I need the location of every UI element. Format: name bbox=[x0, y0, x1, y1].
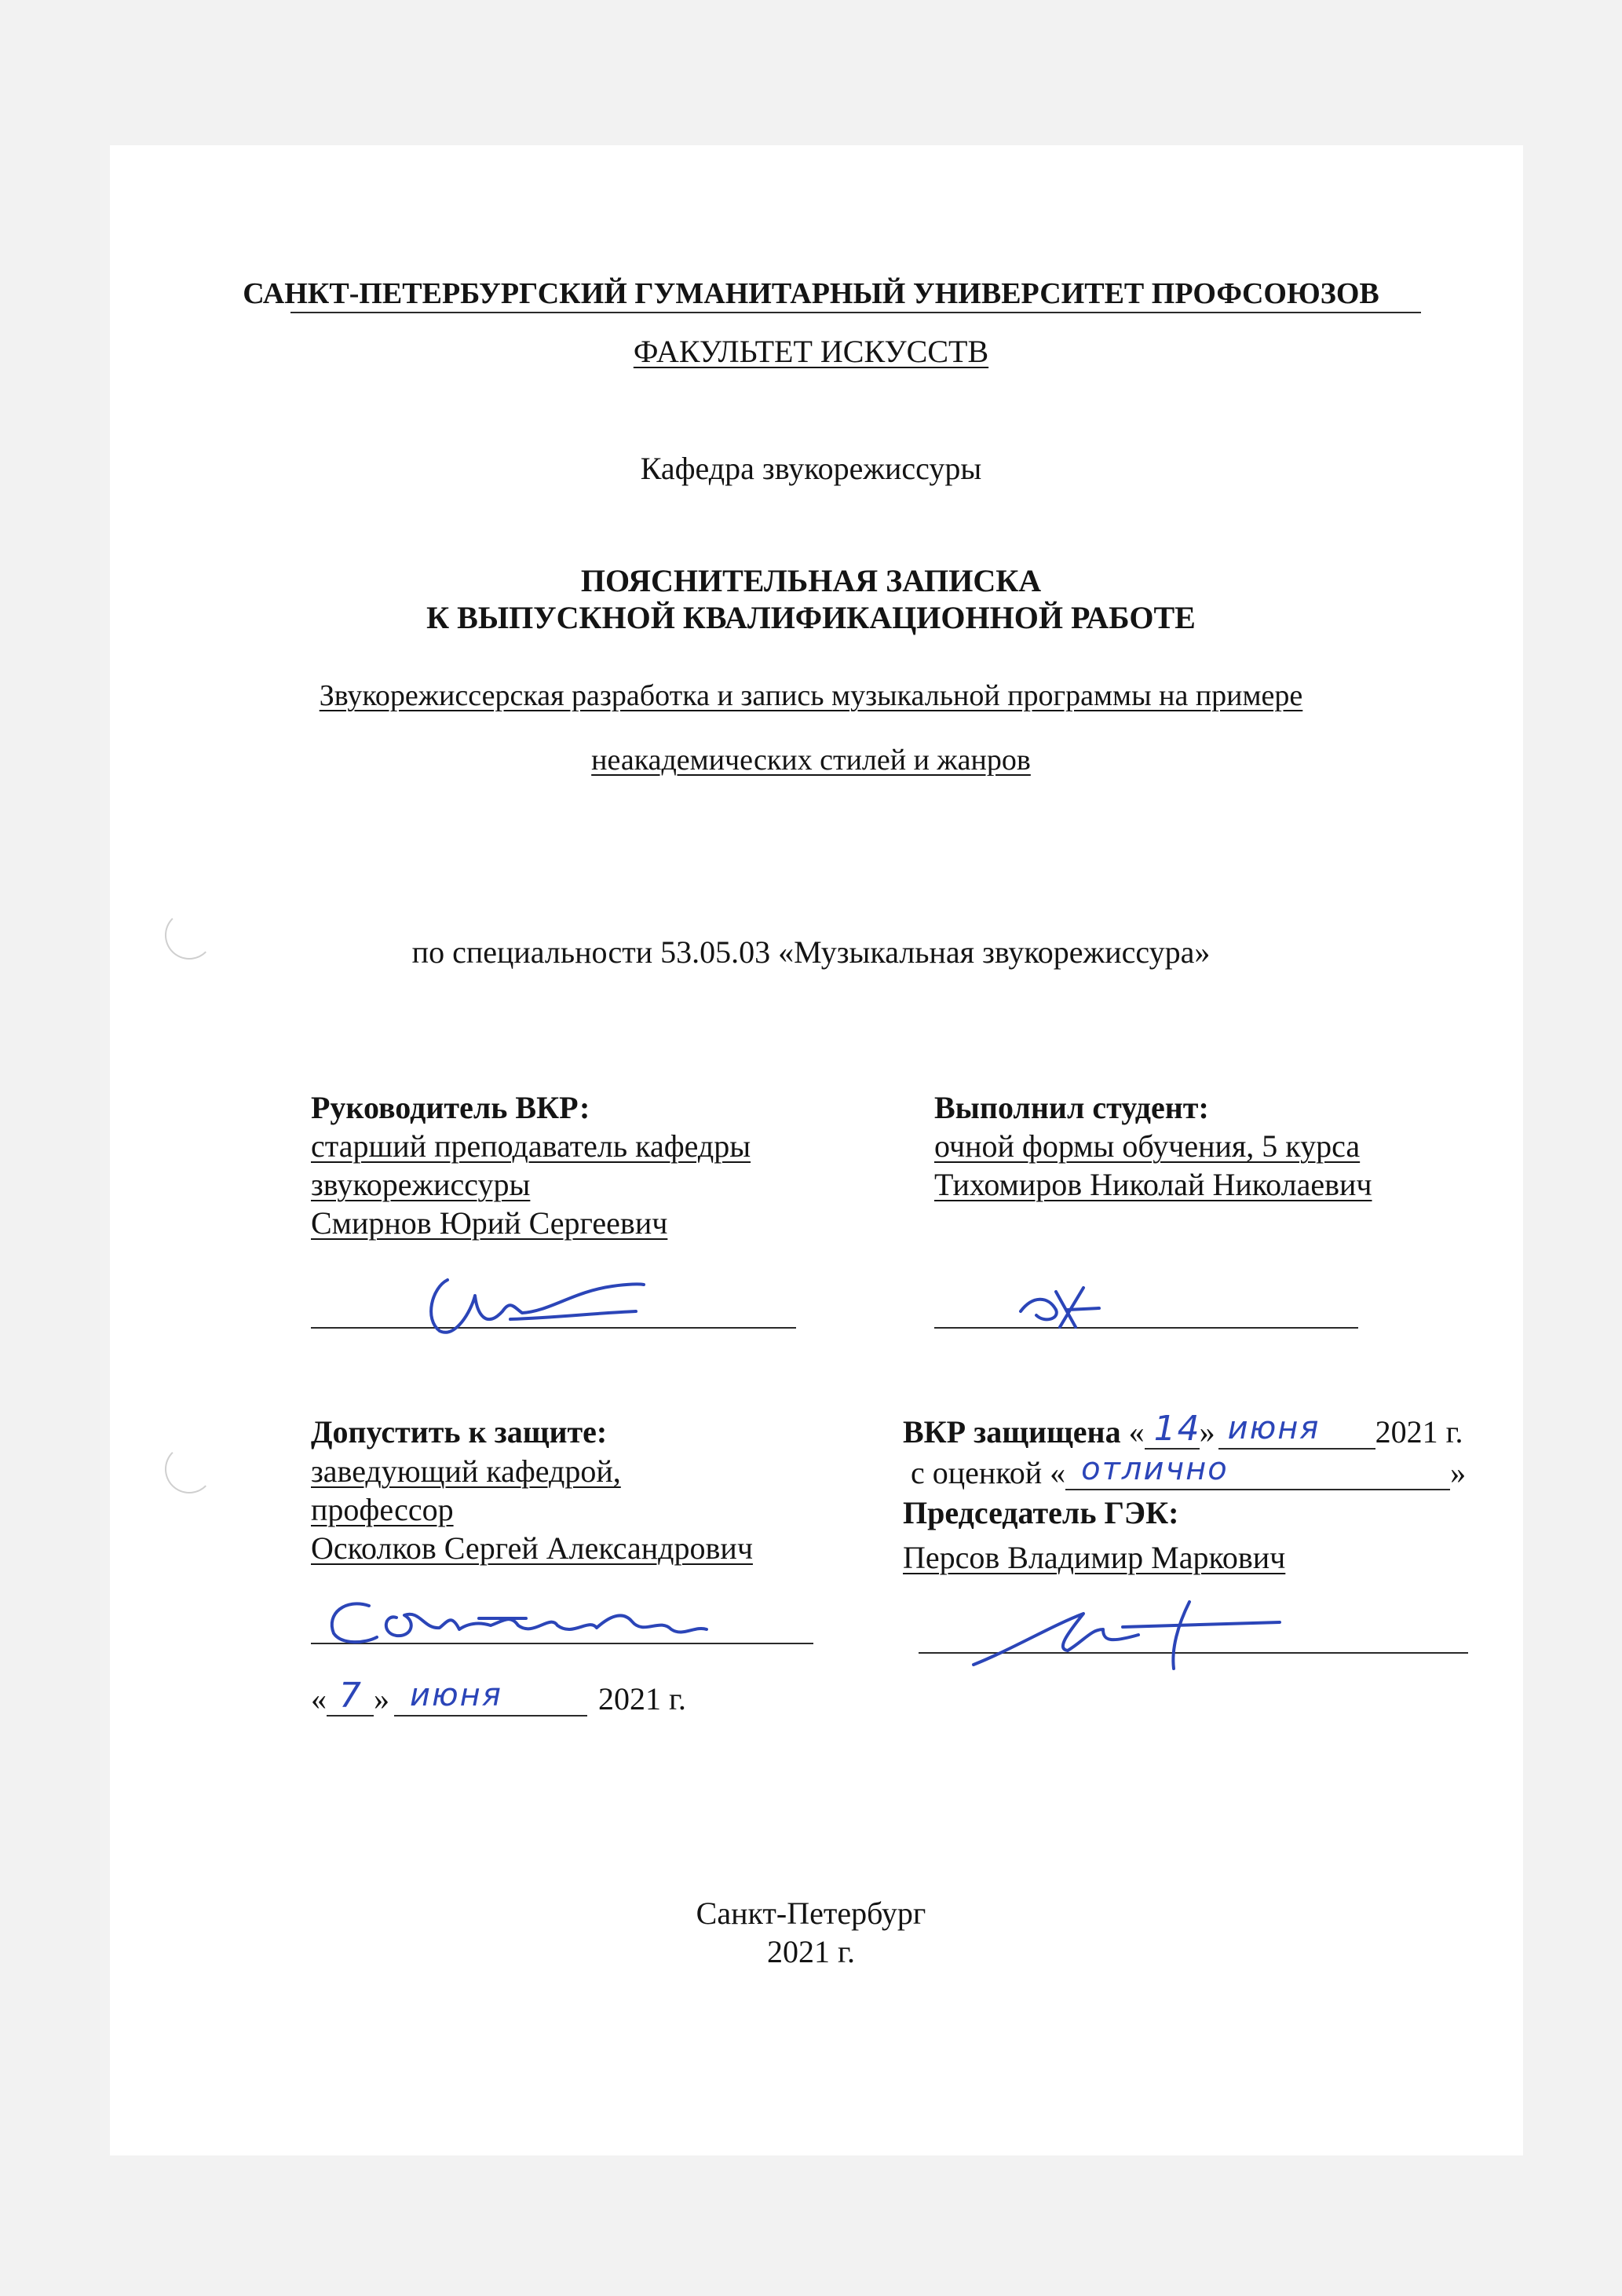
defense-date bbox=[903, 1409, 1463, 1450]
supervisor-heading: Руководитель ВКР: bbox=[311, 1090, 590, 1125]
student-info: очной формы обучения, 5 курса bbox=[934, 1128, 1361, 1164]
admission-date-open-quote: « bbox=[311, 1681, 327, 1717]
defense-month-field bbox=[1218, 1410, 1375, 1450]
student-name: Тихомиров Николай Николаевич bbox=[934, 1167, 1372, 1202]
defense-day-field bbox=[1145, 1409, 1201, 1450]
chair-heading: Председатель ГЭК: bbox=[903, 1495, 1179, 1530]
admission-heading: Допустить к защите: bbox=[311, 1414, 608, 1450]
faculty-name: ФАКУЛЬТЕТ ИСКУССТВ bbox=[633, 334, 989, 369]
student-signature bbox=[1013, 1280, 1107, 1335]
footer-city: Санкт-Петербург bbox=[696, 1896, 926, 1931]
grade-label: с оценкой « bbox=[911, 1455, 1066, 1490]
admission-day: 7 bbox=[339, 1676, 363, 1716]
topic-line1: Звукорежиссерская разработка и запись музыкальной программы на примере bbox=[319, 679, 1303, 712]
defense-month: июня bbox=[1227, 1410, 1321, 1446]
admission-position-line1: заведующий кафедрой, bbox=[311, 1453, 621, 1489]
admission-day-field bbox=[327, 1676, 374, 1717]
grade-close-quote: » bbox=[1450, 1455, 1467, 1490]
student-signature-line bbox=[934, 1327, 1358, 1329]
defense-heading: ВКР защищена bbox=[903, 1414, 1121, 1450]
footer-year: 2021 г. bbox=[767, 1934, 855, 1969]
chair-name: Персов Владимир Маркович bbox=[903, 1540, 1286, 1575]
supervisor-position-line1: старший преподаватель кафедры bbox=[311, 1128, 751, 1164]
defense-day: 14 bbox=[1153, 1409, 1201, 1449]
defense-year: 2021 г. bbox=[1375, 1414, 1463, 1450]
admission-date bbox=[311, 1676, 686, 1717]
specialty: по специальности 53.05.03 «Музыкальная звукорежиссура» bbox=[411, 934, 1211, 970]
supervisor-signature bbox=[416, 1256, 652, 1343]
defense-date-open-quote: « bbox=[1128, 1414, 1145, 1450]
admission-year: 2021 г. bbox=[598, 1681, 686, 1717]
department-name: Кафедра звукорежиссуры bbox=[640, 451, 982, 486]
document-title-line2: К ВЫПУСКНОЙ КВАЛИФИКАЦИОННОЙ РАБОТЕ bbox=[426, 600, 1196, 635]
university-name: САНКТ-ПЕТЕРБУРГСКИЙ ГУМАНИТАРНЫЙ УНИВЕРСИТЕТ ПРОФСОЮЗОВ bbox=[243, 277, 1379, 310]
admission-signature bbox=[322, 1590, 730, 1653]
student-heading: Выполнил студент: bbox=[934, 1090, 1209, 1125]
admission-month-field bbox=[394, 1677, 587, 1717]
admission-position-line2: профессор bbox=[311, 1492, 454, 1527]
grade-value: отлично bbox=[1081, 1451, 1229, 1487]
punch-hole-bottom bbox=[165, 1445, 214, 1493]
topic-line2: неакадемических стилей и жанров bbox=[591, 744, 1031, 777]
defense-grade bbox=[911, 1451, 1467, 1491]
grade-field bbox=[1065, 1451, 1450, 1490]
admission-month: июня bbox=[410, 1677, 502, 1713]
supervisor-name: Смирнов Юрий Сергеевич bbox=[311, 1205, 668, 1241]
document-title-line1: ПОЯСНИТЕЛЬНАЯ ЗАПИСКА bbox=[580, 563, 1042, 598]
supervisor-position-line2: звукорежиссуры bbox=[311, 1167, 531, 1202]
chair-signature bbox=[966, 1594, 1280, 1673]
admission-date-close-quote: » bbox=[374, 1681, 389, 1717]
defense-date-close-quote: » bbox=[1199, 1414, 1215, 1450]
admission-name: Осколков Сергей Александрович bbox=[311, 1530, 753, 1566]
university-underline bbox=[290, 312, 1421, 313]
